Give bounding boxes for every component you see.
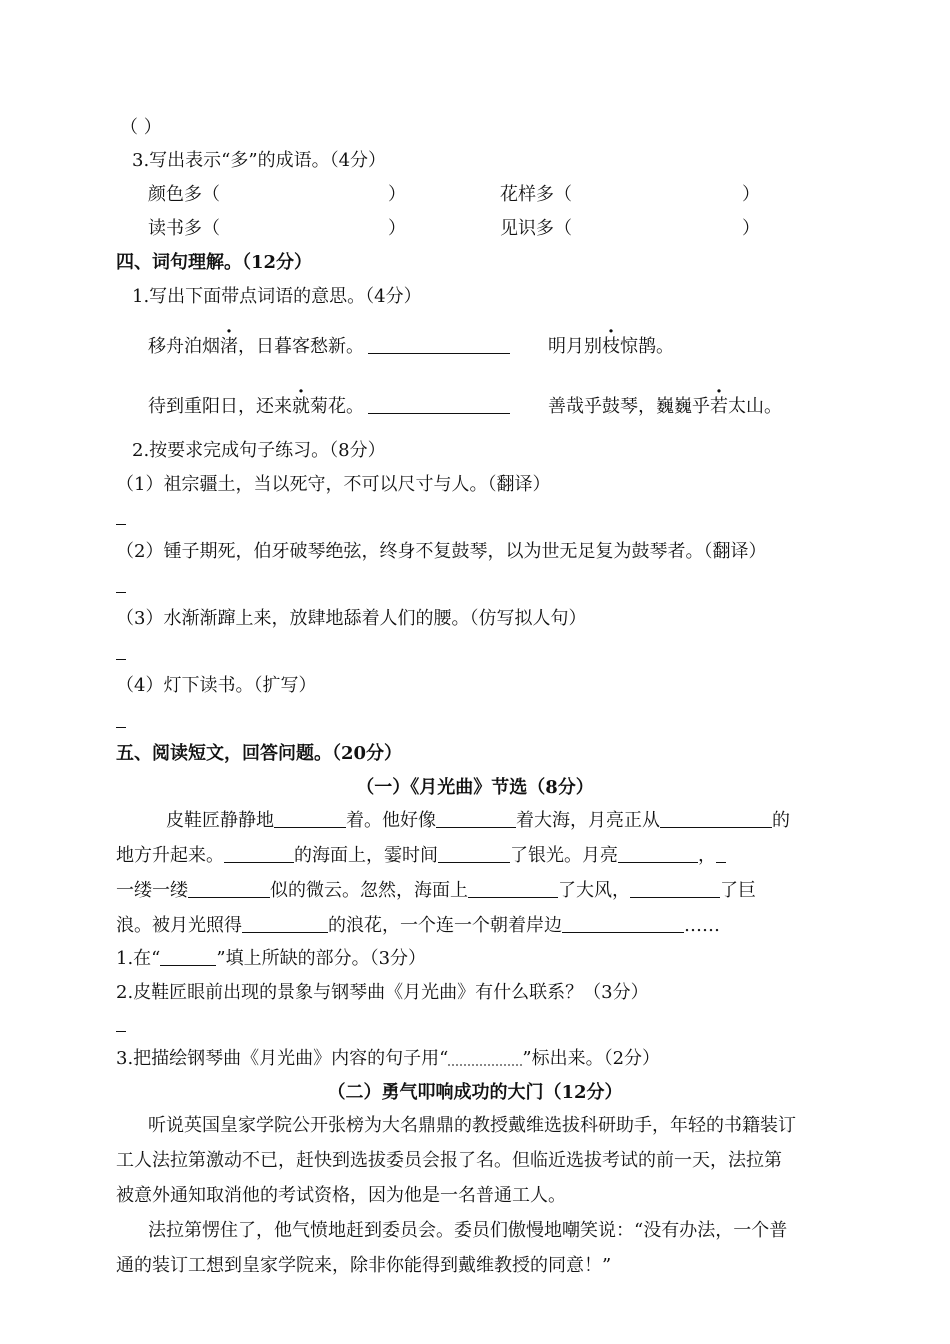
answer-line[interactable] xyxy=(116,1031,126,1032)
fill-blank[interactable] xyxy=(242,914,328,933)
fill-blank[interactable] xyxy=(224,844,294,863)
section-4-q2-prompt: 2.按要求完成句子练习。（8分） xyxy=(132,440,386,461)
blank-symbol xyxy=(160,947,216,966)
poem-line-1b: 明月别枝惊鹊。 xyxy=(548,336,674,357)
section-5-title: 五、阅读短文，回答问题。（20分） xyxy=(116,743,403,764)
passage-1-line-1: 皮鞋匠静静地 着。他好像 着大海，月亮正从 的 xyxy=(166,810,790,831)
fill-blank[interactable] xyxy=(716,844,726,863)
fill-blank[interactable] xyxy=(188,879,270,898)
passage-1-line-2: 地方升起来。 的海面上，霎时间 了银光。月亮 ， xyxy=(116,843,726,869)
fill-blank[interactable] xyxy=(630,879,720,898)
idiom-close-paren: ） xyxy=(742,218,760,239)
dotted-word: 枝 xyxy=(602,336,620,357)
passage-2-line-3: 被意外通知取消他的考试资格，因为他是一名普通工人。 xyxy=(116,1185,566,1206)
dotted-word: 就 xyxy=(292,396,310,417)
sentence-task-3: （3）水渐渐蹿上来，放肆地舔着人们的腰。（仿写拟人句） xyxy=(116,608,587,629)
idiom-close-paren: ） xyxy=(742,184,760,205)
dotted-word: 渚 xyxy=(220,336,238,357)
sentence-task-4: （4）灯下读书。（扩写） xyxy=(116,675,317,696)
passage-2-line-2: 工人法拉第激动不已，赶快到选拔委员会报了名。但临近选拔考试的前一天，法拉第 xyxy=(116,1150,782,1171)
idiom-item-colors: 颜色多（ xyxy=(148,184,220,205)
fill-blank[interactable] xyxy=(562,914,684,933)
section-4-q1-prompt: 1.写出下面带点词语的意思。（4分） xyxy=(132,286,422,307)
dotted-word: 若 xyxy=(710,396,728,417)
section-4-title: 四、词句理解。（12分） xyxy=(116,252,313,273)
passage-2-line-4: 法拉第愣住了，他气愤地赶到委员会。委员们傲慢地嘲笑说：“没有办法，一个普 xyxy=(148,1220,788,1241)
answer-blank[interactable] xyxy=(368,335,510,354)
idiom-item-reading: 读书多（ xyxy=(148,218,220,239)
answer-line[interactable] xyxy=(116,524,126,525)
question-3-prompt: 3.写出表示“多”的成语。（4分） xyxy=(132,150,387,171)
fill-blank[interactable] xyxy=(468,879,558,898)
idiom-item-patterns: 花样多（ xyxy=(500,184,572,205)
answer-line[interactable] xyxy=(116,727,126,728)
passage-1-line-3: 一缕一缕 似的微云。忽然，海面上 了大风， 了巨 xyxy=(116,880,756,901)
idiom-close-paren: ） xyxy=(388,184,406,205)
previous-answer-paren: （ ） xyxy=(120,117,162,138)
part-1-q3: 3.把描绘钢琴曲《月光曲》内容的句子用“ ”标出来。（2分） xyxy=(116,1048,661,1069)
wavy-underline-symbol xyxy=(448,1050,522,1066)
fill-blank[interactable] xyxy=(660,809,772,828)
fill-blank[interactable] xyxy=(438,844,510,863)
sentence-task-1: （1）祖宗疆土，当以死守，不可以尺寸与人。（翻译） xyxy=(116,474,551,495)
answer-line[interactable] xyxy=(116,659,126,660)
poem-line-1a: 移舟泊烟渚，日暮客愁新。 xyxy=(148,334,510,360)
sentence-task-2: （2）锺子期死，伯牙破琴绝弦，终身不复鼓琴，以为世无足复为鼓琴者。（翻译） xyxy=(116,541,767,562)
part-1-q2: 2.皮鞋匠眼前出现的景象与钢琴曲《月光曲》有什么联系？（3分） xyxy=(116,982,649,1003)
fill-blank[interactable] xyxy=(618,844,698,863)
fill-blank[interactable] xyxy=(436,809,516,828)
passage-2-line-5: 通的装订工想到皇家学院来，除非你能得到戴维教授的同意！” xyxy=(116,1255,612,1276)
answer-blank[interactable] xyxy=(368,395,510,414)
part-1-q1: 1.在“ ”填上所缺的部分。（3分） xyxy=(116,948,427,969)
idiom-item-knowledge: 见识多（ xyxy=(500,218,572,239)
idiom-close-paren: ） xyxy=(388,218,406,239)
poem-line-2b: 善哉乎鼓琴，巍巍乎若太山。 xyxy=(548,396,782,417)
part-1-title: （一）《月光曲》节选（8分） xyxy=(356,777,594,798)
poem-line-2a: 待到重阳日，还来就菊花。 xyxy=(148,394,510,420)
passage-1-line-4: 浪。被月光照得 的浪花，一个连一个朝着岸边 …… xyxy=(116,915,720,936)
passage-2-line-1: 听说英国皇家学院公开张榜为大名鼎鼎的教授戴维选拔科研助手，年轻的书籍装订 xyxy=(148,1115,796,1136)
fill-blank[interactable] xyxy=(274,809,346,828)
answer-line[interactable] xyxy=(116,592,126,593)
part-2-title: （二）勇气叩响成功的大门（12分） xyxy=(327,1082,623,1103)
